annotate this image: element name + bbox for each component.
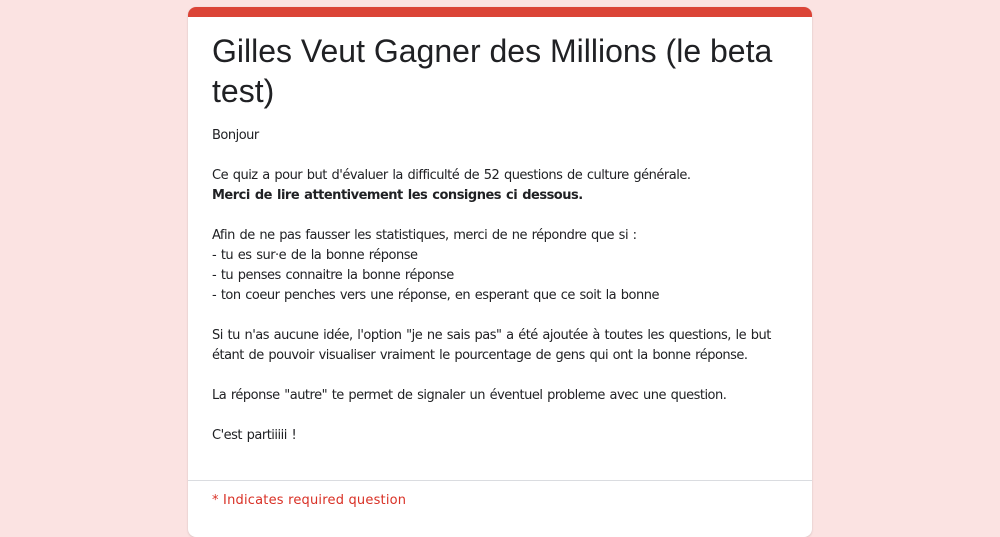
description-spacer xyxy=(212,406,797,426)
description-greeting: Bonjour xyxy=(212,128,259,143)
form-header-card xyxy=(188,7,812,537)
description-rule: - tu penses connaitre la bonne réponse xyxy=(212,268,454,283)
description-rules-intro: Afin de ne pas fausser les statistiques, merci de ne répondre que si : xyxy=(212,228,637,243)
header-divider xyxy=(188,480,812,481)
required-question-note: * Indicates required question xyxy=(212,493,407,508)
description-closing: C'est partiiiii ! xyxy=(212,428,297,443)
description-other-note: La réponse "autre" te permet de signaler un éventuel probleme avec une question. xyxy=(212,388,727,403)
description-rule: - tu es sur·e de la bonne réponse xyxy=(212,248,418,263)
form-description xyxy=(212,126,797,446)
description-spacer xyxy=(212,366,797,386)
theme-accent-bar xyxy=(188,7,812,17)
description-rule: - ton coeur penches vers une réponse, en esperant que ce soit la bonne xyxy=(212,288,659,303)
form-title: Gilles Veut Gagner des Millions (le beta test) xyxy=(212,33,773,109)
form-header xyxy=(212,31,797,446)
description-option-note: Si tu n'as aucune idée, l'option "je ne sais pas" a été ajoutée à toutes les questions, le but xyxy=(212,328,771,343)
description-spacer xyxy=(212,306,797,326)
description-option-note: étant de pouvoir visualiser vraiment le pourcentage de gens qui ont la bonne réponse. xyxy=(212,348,748,363)
description-intro: Ce quiz a pour but d'évaluer la difficulté de 52 questions de culture générale. xyxy=(212,168,691,183)
description-instruction: Merci de lire attentivement les consignes ci dessous. xyxy=(212,188,583,203)
description-spacer xyxy=(212,206,797,226)
description-spacer xyxy=(212,146,797,166)
